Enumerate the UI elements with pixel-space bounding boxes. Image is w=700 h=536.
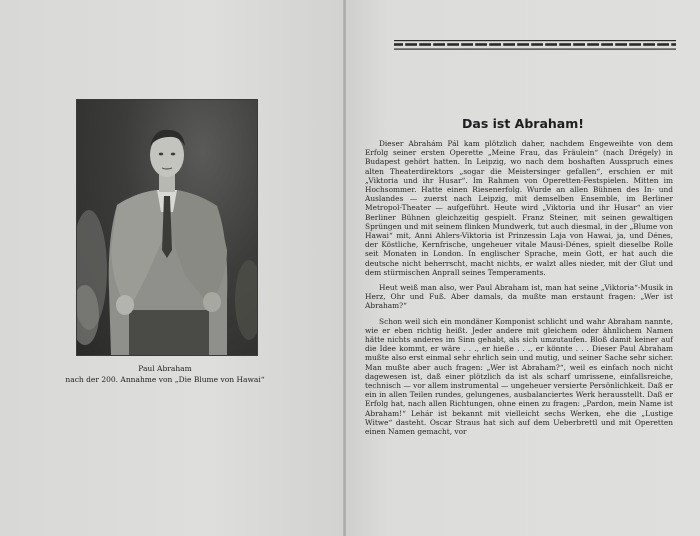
left-page — [0, 0, 344, 536]
paragraph: Schon weil sich ein mondäner Komponist schlicht und wahr Abraham nannte, wie er eben richtig heißt. Jeder andere mit gleichem oder ähnlichem Namen hätte nichts anderes im Sinn gehabt, als sich umzutaufen. Bloß damit keiner auf die Idee kommt, er wäre . . ., er hieße . . ., er könnte . . . Dieser Paul Abraham mußte also erst einmal sehr ehrlich sein und mutig, und seiner Sache sehr sicher. Man mußte aber auch fragen: „Wer ist Abraham?“, weil es einfach noch nicht dagewesen ist, daß einer plötzlich da ist als scharf umrissene, einfallsreiche, technisch — vor allem instrumental — ungeheuer versierte Persönlichkeit. Daß er ein in allen Teilen rundes, gelungenes, ausbalanciertes Werk herausstellt. Daß er Erfolg hat, nach allen Richtungen, ohne einen zu fragen: „Pardon, mein Name ist Abraham!“ Lehár ist bekannt mit vielleicht sechs Werken, ehe die „Lustige Witwe“ dasteht. Oscar Straus hat sich auf dem Ueberbrettl und mit Operetten einen Namen gemacht, vor — [365, 316, 673, 437]
photo-caption-name: Paul Abraham — [138, 364, 192, 373]
photo-caption-subtitle: nach der 200. Annahme von „Die Blume von Hawai“ — [65, 375, 265, 384]
paragraph: Heut weiß man also, wer Paul Abraham ist, man hat seine „Viktoria“-Musik in Herz, Ohr und Fuß. Aber damals, da mußte man erstaunt fragen: „Wer ist Abraham?“ — [365, 283, 673, 311]
paragraph: Dieser Abrahám Pál kam plötzlich daher, nachdem Engeweihte von dem Erfolg seiner ersten Operette „Meine Frau, das Fräulein“ (nach Drégely) in Budapest gehört hatten. In Leipzig, wo nach dem boshaften Ausspruch eines alten Theaterdirektors „sogar die Meistersinger gefallen“, erschien er mit „Viktoria und ihr Husar“. Im Rahmen von Operetten-Festspielen. Mitten im Hochsommer. Hatte einen Riesenerfolg. Wurde an allen Bühnen des In- und Auslandes — zuerst nach Leipzig, mit demselben Ensemble, im Berliner Metropol-Theater — aufgeführt. Heute wird „Viktoria und ihr Husar“ an vier Berliner Bühnen gleichzeitig gespielt. Franz Steiner, mit seinen gewaltigen Sprüngen und mit seinem flinken Mundwerk, tut auch diesmal, in der „Blume von Hawai“ mit, Anni Ahlers-Viktoria ist Prinzessin Laja von Hawai, ja, und Dénes, der Köstliche, Kernfrische, ungeheuer vitale Mausi-Dénes, spielt dieselbe Rolle seit Monaten in London. In englischer Sprache, mein Gott, er hat auch die deutsche nicht beherrscht, macht nichts, er walzt alles nieder, mit der Glut und dem stürmischen Anprall seines Temperaments. — [365, 139, 673, 277]
decorative-border-ornament — [394, 38, 676, 52]
article-title: Das ist Abraham! — [462, 116, 584, 131]
portrait-photo — [76, 99, 258, 356]
article-body — [365, 139, 673, 442]
